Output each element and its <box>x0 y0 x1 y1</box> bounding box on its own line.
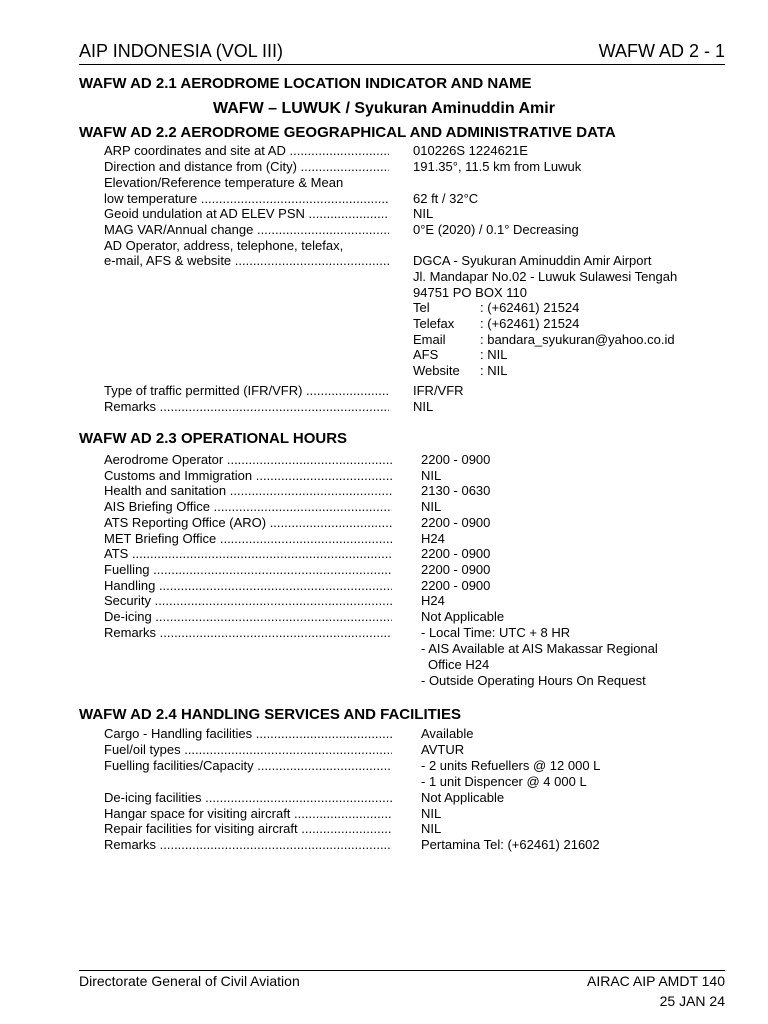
hangar-label: Hangar space for visiting aircraft ..... <box>104 806 392 822</box>
hours-row-label: Health and sanitation ..... <box>104 483 392 499</box>
direction-label: Direction and distance from (City) ..... <box>104 159 389 175</box>
contact-website <box>413 363 507 379</box>
fuel-capacity-label: Fuelling facilities/Capacity ..... <box>104 758 392 774</box>
deicing-facilities-label: De-icing facilities ..... <box>104 790 392 806</box>
cargo-value: Available <box>421 726 474 741</box>
contact-afs <box>413 347 507 363</box>
hours-remarks-line3: Office H24 <box>428 657 490 672</box>
remarks-2-2-label: Remarks ..... <box>104 399 389 415</box>
elevation-value: 62 ft / 32°C <box>413 191 479 206</box>
hours-remarks-line4: - Outside Operating Hours On Request <box>421 673 646 688</box>
hours-row-value: 2200 - 0900 <box>421 514 491 530</box>
hours-row-label: Security ..... <box>104 593 392 609</box>
section-2-1-heading: WAFW AD 2.1 AERODROME LOCATION INDICATOR AND NAME <box>79 75 532 92</box>
header-publication: AIP INDONESIA (VOL III) <box>79 41 284 61</box>
magvar-label: MAG VAR/Annual change ..... <box>104 222 389 238</box>
traffic-value: IFR/VFR <box>413 383 464 398</box>
operator-label-line1: AD Operator, address, telephone, telefax, <box>104 238 344 253</box>
repair-label: Repair facilities for visiting aircraft ..... <box>104 821 392 837</box>
fuel-types-label: Fuel/oil types ..... <box>104 742 392 758</box>
fuel-capacity-value-1: - 2 units Refuellers @ 12 000 L <box>421 758 601 773</box>
footer-authority: Directorate General of Civil Aviation <box>79 973 300 989</box>
page-footer <box>79 970 725 1009</box>
hours-row-label: ATS ..... <box>104 546 392 562</box>
hours-row-value: 2200 - 0900 <box>421 546 491 562</box>
arp-label: ARP coordinates and site at AD ..... <box>104 143 389 159</box>
section-2-2-heading: WAFW AD 2.2 AERODROME GEOGRAPHICAL AND ADMINISTRATIVE DATA <box>79 124 616 141</box>
afs-value: : NIL <box>480 347 508 362</box>
repair-value: NIL <box>421 821 442 836</box>
operator-name: DGCA - Syukuran Aminuddin Amir Airport <box>413 253 652 268</box>
hours-row-value: - Local Time: UTC + 8 HR <box>421 624 571 640</box>
geoid-value: NIL <box>413 206 434 221</box>
direction-value: 191.35°, 11.5 km from Luwuk <box>413 159 582 174</box>
operator-postcode: 94751 PO BOX 110 <box>413 285 527 300</box>
telefax-key: Telefax <box>413 316 455 331</box>
hours-row-label: MET Briefing Office ..... <box>104 531 392 547</box>
tel-value: : (+62461) 21524 <box>480 300 580 315</box>
page-header <box>79 40 725 65</box>
contact-email <box>413 332 675 348</box>
traffic-label: Type of traffic permitted (IFR/VFR) ..... <box>104 383 389 399</box>
elevation-label-line1: Elevation/Reference temperature & Mean <box>104 175 344 190</box>
cargo-label: Cargo - Handling facilities ..... <box>104 726 392 742</box>
hours-row-value: 2200 - 0900 <box>421 561 491 577</box>
website-value: : NIL <box>480 363 508 378</box>
aerodrome-title: WAFW – LUWUK / Syukuran Aminuddin Amir <box>213 100 555 117</box>
telefax-value: : (+62461) 21524 <box>480 316 580 331</box>
hours-row-label: Remarks ..... <box>104 625 392 641</box>
contact-telefax <box>413 316 579 332</box>
deicing-facilities-value: Not Applicable <box>421 790 505 805</box>
magvar-value: 0°E (2020) / 0.1° Decreasing <box>413 222 579 237</box>
hours-row-value: Not Applicable <box>421 609 505 624</box>
website-key: Website <box>413 363 460 378</box>
hangar-value: NIL <box>421 806 442 821</box>
tel-key: Tel <box>413 300 430 315</box>
hours-row-value: H24 <box>421 530 445 546</box>
hours-row-label: AIS Briefing Office ..... <box>104 499 392 515</box>
elevation-label-line2: low temperature ..... <box>104 191 389 207</box>
remarks-2-4-label: Remarks ..... <box>104 837 392 853</box>
fuel-capacity-value-2: - 1 unit Dispencer @ 4 000 L <box>421 774 587 789</box>
footer-amendment: AIRAC AIP AMDT 140 <box>587 973 725 989</box>
header-page-ref: WAFW AD 2 - 1 <box>598 41 725 61</box>
hours-row-value: NIL <box>421 467 442 483</box>
section-2-3-heading: WAFW AD 2.3 OPERATIONAL HOURS <box>79 430 348 447</box>
remarks-2-2-value: NIL <box>413 399 434 414</box>
hours-row-value: NIL <box>421 499 442 515</box>
email-value: : bandara_syukuran@yahoo.co.id <box>480 332 675 347</box>
hours-row-label: Customs and Immigration ..... <box>104 468 392 484</box>
geoid-label: Geoid undulation at AD ELEV PSN ..... <box>104 206 389 222</box>
hours-remarks-line2: - AIS Available at AIS Makassar Regional <box>421 641 658 656</box>
hours-row-label: Fuelling ..... <box>104 562 392 578</box>
footer-date: 25 JAN 24 <box>659 993 725 1009</box>
arp-value: 010226S 1224621E <box>413 143 528 158</box>
section-2-4-heading: WAFW AD 2.4 HANDLING SERVICES AND FACILITIES <box>79 706 461 723</box>
hours-row-label: Handling ..... <box>104 578 392 594</box>
hours-row-value: H24 <box>421 593 445 609</box>
hours-row-value: 2130 - 0630 <box>421 483 491 499</box>
hours-row-value: 2200 - 0900 <box>421 452 491 467</box>
email-key: Email <box>413 332 446 347</box>
contact-tel <box>413 300 579 316</box>
fuel-types-value: AVTUR <box>421 742 465 757</box>
operator-address: Jl. Mandapar No.02 - Luwuk Sulawesi Tengah <box>413 269 678 284</box>
hours-row-label: De-icing ..... <box>104 609 392 625</box>
hours-row-label: ATS Reporting Office (ARO) ..... <box>104 515 392 531</box>
hours-row-value: 2200 - 0900 <box>421 577 491 593</box>
hours-row-label: Aerodrome Operator ..... <box>104 452 392 468</box>
afs-key: AFS <box>413 347 439 362</box>
remarks-2-4-value: Pertamina Tel: (+62461) 21602 <box>421 837 600 852</box>
operator-label-line2: e-mail, AFS & website ..... <box>104 253 389 269</box>
